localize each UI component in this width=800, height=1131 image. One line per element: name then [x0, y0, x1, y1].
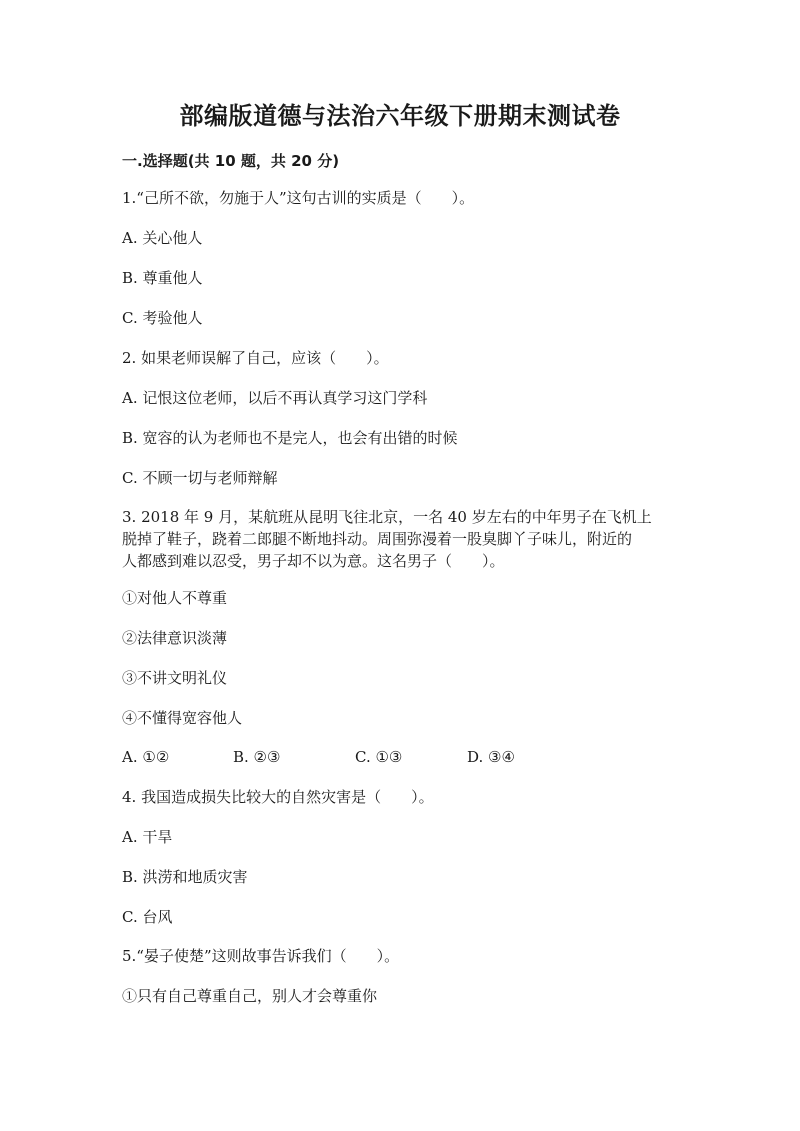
question-1-option-c: C. 考验他人: [122, 309, 203, 327]
question-2-option-c: C. 不顾一切与老师辩解: [122, 469, 278, 487]
question-3-statement-1: ①对他人不尊重: [122, 589, 228, 607]
question-3-option-c: C. ①③: [355, 748, 403, 766]
question-4-option-b: B. 洪涝和地质灾害: [122, 868, 248, 886]
question-4-option-a: A. 干旱: [122, 828, 173, 846]
section-heading: 一.选择题(共 10 题，共 20 分): [122, 152, 340, 170]
question-5-stem: 5.“晏子使楚”这则故事告诉我们（ ）。: [122, 947, 400, 965]
question-5-statement-1: ①只有自己尊重自己，别人才会尊重你: [122, 987, 378, 1005]
question-3-stem-line-3: 人都感到难以忍受，男子却不以为意。这名男子（ ）。: [122, 552, 505, 570]
question-3-statement-3: ③不讲文明礼仪: [122, 669, 228, 687]
question-2-stem: 2. 如果老师误解了自己，应该（ ）。: [122, 349, 389, 367]
question-3-statement-2: ②法律意识淡薄: [122, 629, 228, 647]
question-3-statement-4: ④不懂得宽容他人: [122, 709, 243, 727]
question-4-stem: 4. 我国造成损失比较大的自然灾害是（ ）。: [122, 788, 434, 806]
question-3-option-a: A. ①②: [122, 748, 170, 766]
question-2-option-a: A. 记恨这位老师，以后不再认真学习这门学科: [122, 389, 428, 407]
question-3-option-d: D. ③④: [467, 748, 515, 766]
question-3-stem-line-1: 3. 2018 年 9 月，某航班从昆明飞往北京，一名 40 岁左右的中年男子在飞机上: [122, 508, 652, 526]
page-title: 部编版道德与法治六年级下册期末测试卷: [179, 101, 621, 130]
question-3-stem-line-2: 脱掉了鞋子，跷着二郎腿不断地抖动。周围弥漫着一股臭脚丫子味儿，附近的: [122, 530, 633, 548]
question-1-option-b: B. 尊重他人: [122, 269, 203, 287]
question-2-option-b: B. 宽容的认为老师也不是完人，也会有出错的时候: [122, 429, 458, 447]
question-3-option-b: B. ②③: [233, 748, 281, 766]
question-1-option-a: A. 关心他人: [122, 229, 203, 247]
question-4-option-c: C. 台风: [122, 908, 173, 926]
question-1-stem: 1.“己所不欲，勿施于人”这句古训的实质是（ ）。: [122, 189, 475, 207]
